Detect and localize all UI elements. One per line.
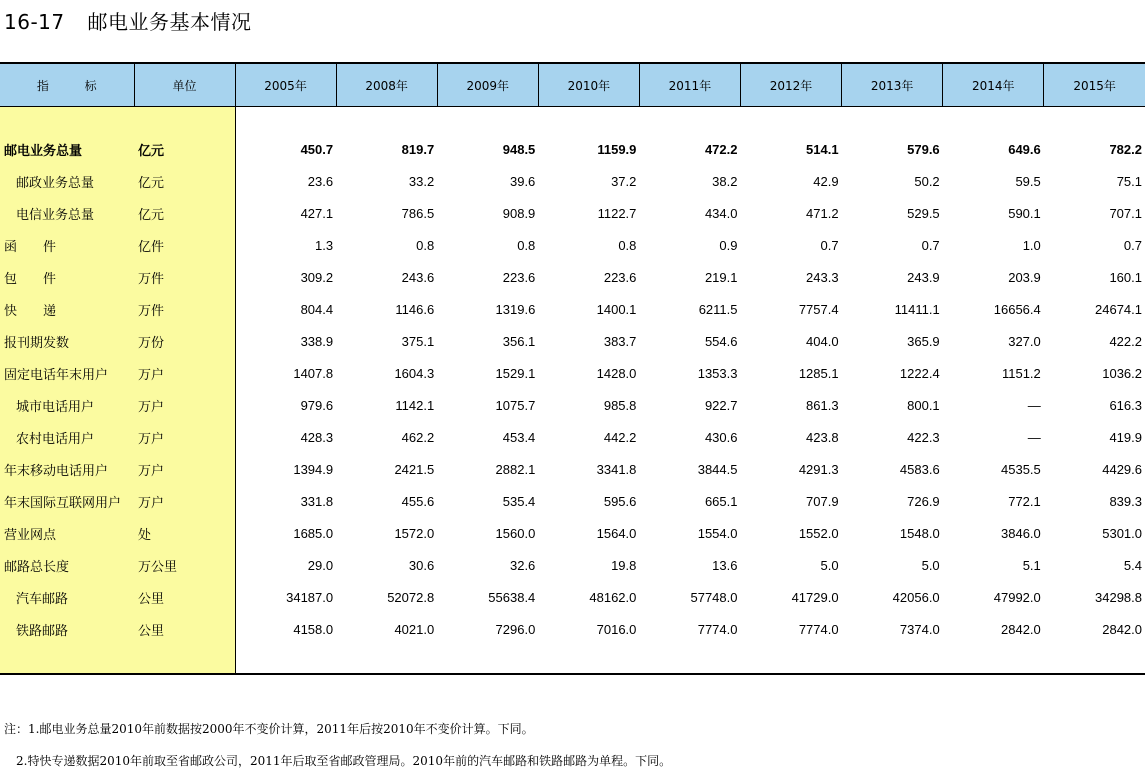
row-label: 快 递 xyxy=(0,293,134,325)
cell-value: 4158.0 xyxy=(293,621,334,637)
row-label: 邮路总长度 xyxy=(0,549,134,581)
cell-value: 404.0 xyxy=(806,333,839,349)
row-label: 年末移动电话用户 xyxy=(0,453,134,485)
row-unit: 万户 xyxy=(134,453,235,485)
table-row xyxy=(0,165,1145,197)
table-title: 邮电业务基本情况 xyxy=(87,10,252,34)
spacer-row xyxy=(0,107,1145,134)
cell-value: 4535.5 xyxy=(1001,461,1041,477)
cell-value: 616.3 xyxy=(1109,397,1142,413)
header-unit: 单位 xyxy=(134,63,235,107)
cell-value: 48162.0 xyxy=(589,589,637,605)
cell-value: 219.1 xyxy=(704,269,738,285)
cell-value: 203.9 xyxy=(1008,269,1041,285)
cell-value: 535.4 xyxy=(502,493,536,509)
cell-value: 7774.0 xyxy=(697,621,738,637)
cell-value: 726.9 xyxy=(907,493,940,509)
cell-value: 1146.6 xyxy=(395,301,435,317)
cell-value: 948.5 xyxy=(502,141,536,157)
cell-value: 514.1 xyxy=(806,141,839,157)
cell-value: 42.9 xyxy=(813,173,839,189)
cell-value: 52072.8 xyxy=(387,589,435,605)
cell-value: 800.1 xyxy=(907,397,940,413)
spacer-row xyxy=(0,645,1145,674)
cell-value: 0.9 xyxy=(719,237,738,253)
table-row xyxy=(0,453,1145,485)
cell-value: 819.7 xyxy=(401,141,435,157)
cell-value: 455.6 xyxy=(401,493,435,509)
cell-value: 19.8 xyxy=(611,557,637,573)
cell-value: 33.2 xyxy=(408,173,435,189)
cell-value: 442.2 xyxy=(603,429,637,445)
row-label: 包 件 xyxy=(0,261,134,293)
cell-value: 309.2 xyxy=(300,269,334,285)
cell-value: 1529.1 xyxy=(495,365,536,381)
cell-value: 2882.1 xyxy=(495,461,536,477)
row-unit: 亿元 xyxy=(134,165,235,197)
cell-value: 4291.3 xyxy=(798,461,839,477)
cell-value: 30.6 xyxy=(408,557,435,573)
cell-value: 1400.1 xyxy=(596,301,637,317)
cell-value: 7296.0 xyxy=(495,621,536,637)
cell-value: 1151.2 xyxy=(1001,365,1041,381)
table-row xyxy=(0,485,1145,517)
cell-value: 13.6 xyxy=(712,557,738,573)
header-year: 2015年 xyxy=(1044,63,1145,107)
cell-value: 34187.0 xyxy=(286,589,334,605)
cell-value: 47992.0 xyxy=(993,589,1041,605)
cell-value: 0.8 xyxy=(517,237,536,253)
row-label: 铁路邮路 xyxy=(0,613,134,645)
page-title xyxy=(4,6,251,35)
cell-value: 1.0 xyxy=(1022,237,1041,253)
cell-value: 57748.0 xyxy=(690,589,738,605)
cell-value: 979.6 xyxy=(300,397,334,413)
cell-value: 160.1 xyxy=(1109,269,1142,285)
table-row xyxy=(0,357,1145,389)
cell-value: 1685.0 xyxy=(293,525,334,541)
table-row xyxy=(0,517,1145,549)
cell-value: 0.7 xyxy=(921,237,940,253)
cell-value: 4429.6 xyxy=(1102,461,1142,477)
row-label: 年末国际互联网用户 xyxy=(0,485,134,517)
cell-value: 7374.0 xyxy=(899,621,940,637)
table-row xyxy=(0,613,1145,645)
row-unit: 公里 xyxy=(134,581,235,613)
cell-value: 1572.0 xyxy=(394,525,435,541)
cell-value: 383.7 xyxy=(603,333,637,349)
cell-value: 1285.1 xyxy=(798,365,839,381)
table-row xyxy=(0,421,1145,453)
cell-value: 4021.0 xyxy=(394,621,435,637)
cell-value: 2421.5 xyxy=(394,461,435,477)
cell-value: 29.0 xyxy=(307,557,334,573)
cell-value: 7016.0 xyxy=(596,621,637,637)
row-unit: 亿元 xyxy=(134,133,235,165)
cell-value: 1122.7 xyxy=(597,205,637,221)
cell-value: 5301.0 xyxy=(1102,525,1142,541)
header-year: 2011年 xyxy=(639,63,740,107)
note-1: 注：1.邮电业务总量2010年前数据按2000年不变价计算，2011年后按2010年不变价计算。下同。 xyxy=(4,722,534,736)
cell-value: 5.4 xyxy=(1123,557,1142,573)
cell-value: 1222.4 xyxy=(899,365,940,381)
cell-value: 3844.5 xyxy=(697,461,738,477)
cell-value: 985.8 xyxy=(603,397,637,413)
table-row xyxy=(0,325,1145,357)
cell-value: 423.8 xyxy=(806,429,839,445)
cell-value: 422.3 xyxy=(907,429,940,445)
cell-value: 428.3 xyxy=(300,429,334,445)
cell-value: 1394.9 xyxy=(293,461,334,477)
cell-value: 1604.3 xyxy=(394,365,435,381)
row-unit: 万户 xyxy=(134,389,235,421)
header-year: 2012年 xyxy=(740,63,841,107)
cell-value: 223.6 xyxy=(603,269,637,285)
row-label: 函 件 xyxy=(0,229,134,261)
cell-value: 1319.6 xyxy=(495,301,536,317)
cell-value: 1548.0 xyxy=(899,525,940,541)
table-number: 16-17 xyxy=(4,10,65,34)
cell-value: 453.4 xyxy=(502,429,536,445)
table-body xyxy=(0,107,1145,675)
cell-value: 462.2 xyxy=(401,429,435,445)
cell-value: 434.0 xyxy=(704,205,738,221)
cell-value: 1407.8 xyxy=(293,365,334,381)
cell-value: 804.4 xyxy=(300,301,334,317)
cell-value: 55638.4 xyxy=(488,589,536,605)
table-row xyxy=(0,197,1145,229)
cell-value: 5.0 xyxy=(820,557,839,573)
row-unit: 万公里 xyxy=(134,549,235,581)
data-table-container xyxy=(0,62,1145,675)
cell-value: 595.6 xyxy=(603,493,637,509)
cell-value: 375.1 xyxy=(401,333,435,349)
cell-value: 430.6 xyxy=(704,429,738,445)
cell-value: 42056.0 xyxy=(892,589,940,605)
cell-value: 243.3 xyxy=(806,269,839,285)
cell-value: 24674.1 xyxy=(1095,301,1142,317)
table-row xyxy=(0,261,1145,293)
cell-value: 472.2 xyxy=(704,141,738,157)
cell-value: 554.6 xyxy=(704,333,738,349)
cell-value: 338.9 xyxy=(300,333,334,349)
header-year: 2014年 xyxy=(943,63,1044,107)
cell-value: 37.2 xyxy=(611,173,637,189)
row-unit: 万件 xyxy=(134,293,235,325)
cell-value: — xyxy=(1027,397,1041,413)
row-unit: 万户 xyxy=(134,357,235,389)
cell-value: 1075.7 xyxy=(495,397,536,413)
cell-value: 427.1 xyxy=(300,205,334,221)
header-year: 2010年 xyxy=(538,63,639,107)
cell-value: 908.9 xyxy=(502,205,536,221)
cell-value: 579.6 xyxy=(907,141,940,157)
table-row xyxy=(0,229,1145,261)
data-table xyxy=(0,62,1145,675)
cell-value: 1159.9 xyxy=(597,141,637,157)
cell-value: 707.9 xyxy=(806,493,839,509)
header-indicator: 指 标 xyxy=(0,63,134,107)
cell-value: 365.9 xyxy=(907,333,940,349)
row-unit: 万件 xyxy=(134,261,235,293)
cell-value: 243.6 xyxy=(401,269,435,285)
cell-value: 39.6 xyxy=(509,173,536,189)
cell-value: 1428.0 xyxy=(596,365,637,381)
table-row xyxy=(0,581,1145,613)
cell-value: 34298.8 xyxy=(1095,589,1142,605)
cell-value: 839.3 xyxy=(1109,493,1142,509)
cell-value: 41729.0 xyxy=(791,589,839,605)
cell-value: 0.7 xyxy=(1123,237,1142,253)
cell-value: 422.2 xyxy=(1109,333,1142,349)
row-label: 报刊期发数 xyxy=(0,325,134,357)
cell-value: 590.1 xyxy=(1008,205,1041,221)
cell-value: 2842.0 xyxy=(1001,621,1041,637)
row-unit: 亿件 xyxy=(134,229,235,261)
cell-value: 7757.4 xyxy=(798,301,839,317)
cell-value: 6211.5 xyxy=(698,301,738,317)
cell-value: 327.0 xyxy=(1008,333,1041,349)
cell-value: 1554.0 xyxy=(697,525,738,541)
header-year: 2009年 xyxy=(437,63,538,107)
cell-value: 1142.1 xyxy=(395,397,435,413)
table-row xyxy=(0,133,1145,165)
cell-value: 5.0 xyxy=(921,557,940,573)
cell-value: 1564.0 xyxy=(596,525,637,541)
cell-value: 59.5 xyxy=(1015,173,1041,189)
cell-value: 243.9 xyxy=(907,269,940,285)
cell-value: 11411.1 xyxy=(894,301,940,317)
cell-value: 922.7 xyxy=(704,397,738,413)
header-row xyxy=(0,63,1145,107)
cell-value: 450.7 xyxy=(300,141,334,157)
cell-value: 782.2 xyxy=(1109,141,1142,157)
cell-value: 331.8 xyxy=(300,493,334,509)
cell-value: 707.1 xyxy=(1109,205,1142,221)
cell-value: 529.5 xyxy=(907,205,940,221)
cell-value: 23.6 xyxy=(307,173,334,189)
cell-value: 38.2 xyxy=(712,173,738,189)
row-label: 农村电话用户 xyxy=(0,421,134,453)
row-label: 城市电话用户 xyxy=(0,389,134,421)
table-row xyxy=(0,293,1145,325)
cell-value: 5.1 xyxy=(1022,557,1041,573)
cell-value: 7774.0 xyxy=(798,621,839,637)
row-unit: 万份 xyxy=(134,325,235,357)
cell-value: 50.2 xyxy=(914,173,940,189)
row-unit: 万户 xyxy=(134,485,235,517)
row-label: 邮政业务总量 xyxy=(0,165,134,197)
cell-value: 0.8 xyxy=(416,237,435,253)
table-row xyxy=(0,549,1145,581)
cell-value: 649.6 xyxy=(1008,141,1041,157)
cell-value: 471.2 xyxy=(806,205,839,221)
note-2: 2.特快专递数据2010年前取至省邮政公司，2011年后取至省邮政管理局。2010年前的汽车邮路和铁路邮路为单程。下同。 xyxy=(16,754,672,768)
cell-value: — xyxy=(1027,429,1041,445)
header-year: 2005年 xyxy=(235,63,336,107)
cell-value: 2842.0 xyxy=(1102,621,1142,637)
cell-value: 665.1 xyxy=(704,493,738,509)
cell-value: 4583.6 xyxy=(899,461,940,477)
row-unit: 万户 xyxy=(134,421,235,453)
cell-value: 16656.4 xyxy=(993,301,1041,317)
cell-value: 1552.0 xyxy=(798,525,839,541)
cell-value: 0.8 xyxy=(618,237,637,253)
cell-value: 786.5 xyxy=(401,205,435,221)
row-label: 汽车邮路 xyxy=(0,581,134,613)
cell-value: 1036.2 xyxy=(1102,365,1142,381)
header-year: 2013年 xyxy=(842,63,943,107)
cell-value: 772.1 xyxy=(1008,493,1041,509)
cell-value: 1560.0 xyxy=(495,525,536,541)
row-unit: 处 xyxy=(134,517,235,549)
cell-value: 223.6 xyxy=(502,269,536,285)
cell-value: 1.3 xyxy=(315,237,334,253)
row-label: 邮电业务总量 xyxy=(0,133,134,165)
row-unit: 亿元 xyxy=(134,197,235,229)
cell-value: 3846.0 xyxy=(1001,525,1041,541)
cell-value: 419.9 xyxy=(1109,429,1142,445)
row-label: 营业网点 xyxy=(0,517,134,549)
cell-value: 75.1 xyxy=(1116,173,1142,189)
table-row xyxy=(0,389,1145,421)
header-year: 2008年 xyxy=(336,63,437,107)
cell-value: 0.7 xyxy=(820,237,839,253)
row-label: 固定电话年末用户 xyxy=(0,357,134,389)
cell-value: 32.6 xyxy=(509,557,536,573)
row-unit: 公里 xyxy=(134,613,235,645)
cell-value: 1353.3 xyxy=(697,365,738,381)
cell-value: 3341.8 xyxy=(596,461,637,477)
cell-value: 861.3 xyxy=(806,397,839,413)
cell-value: 356.1 xyxy=(502,333,536,349)
row-label: 电信业务总量 xyxy=(0,197,134,229)
